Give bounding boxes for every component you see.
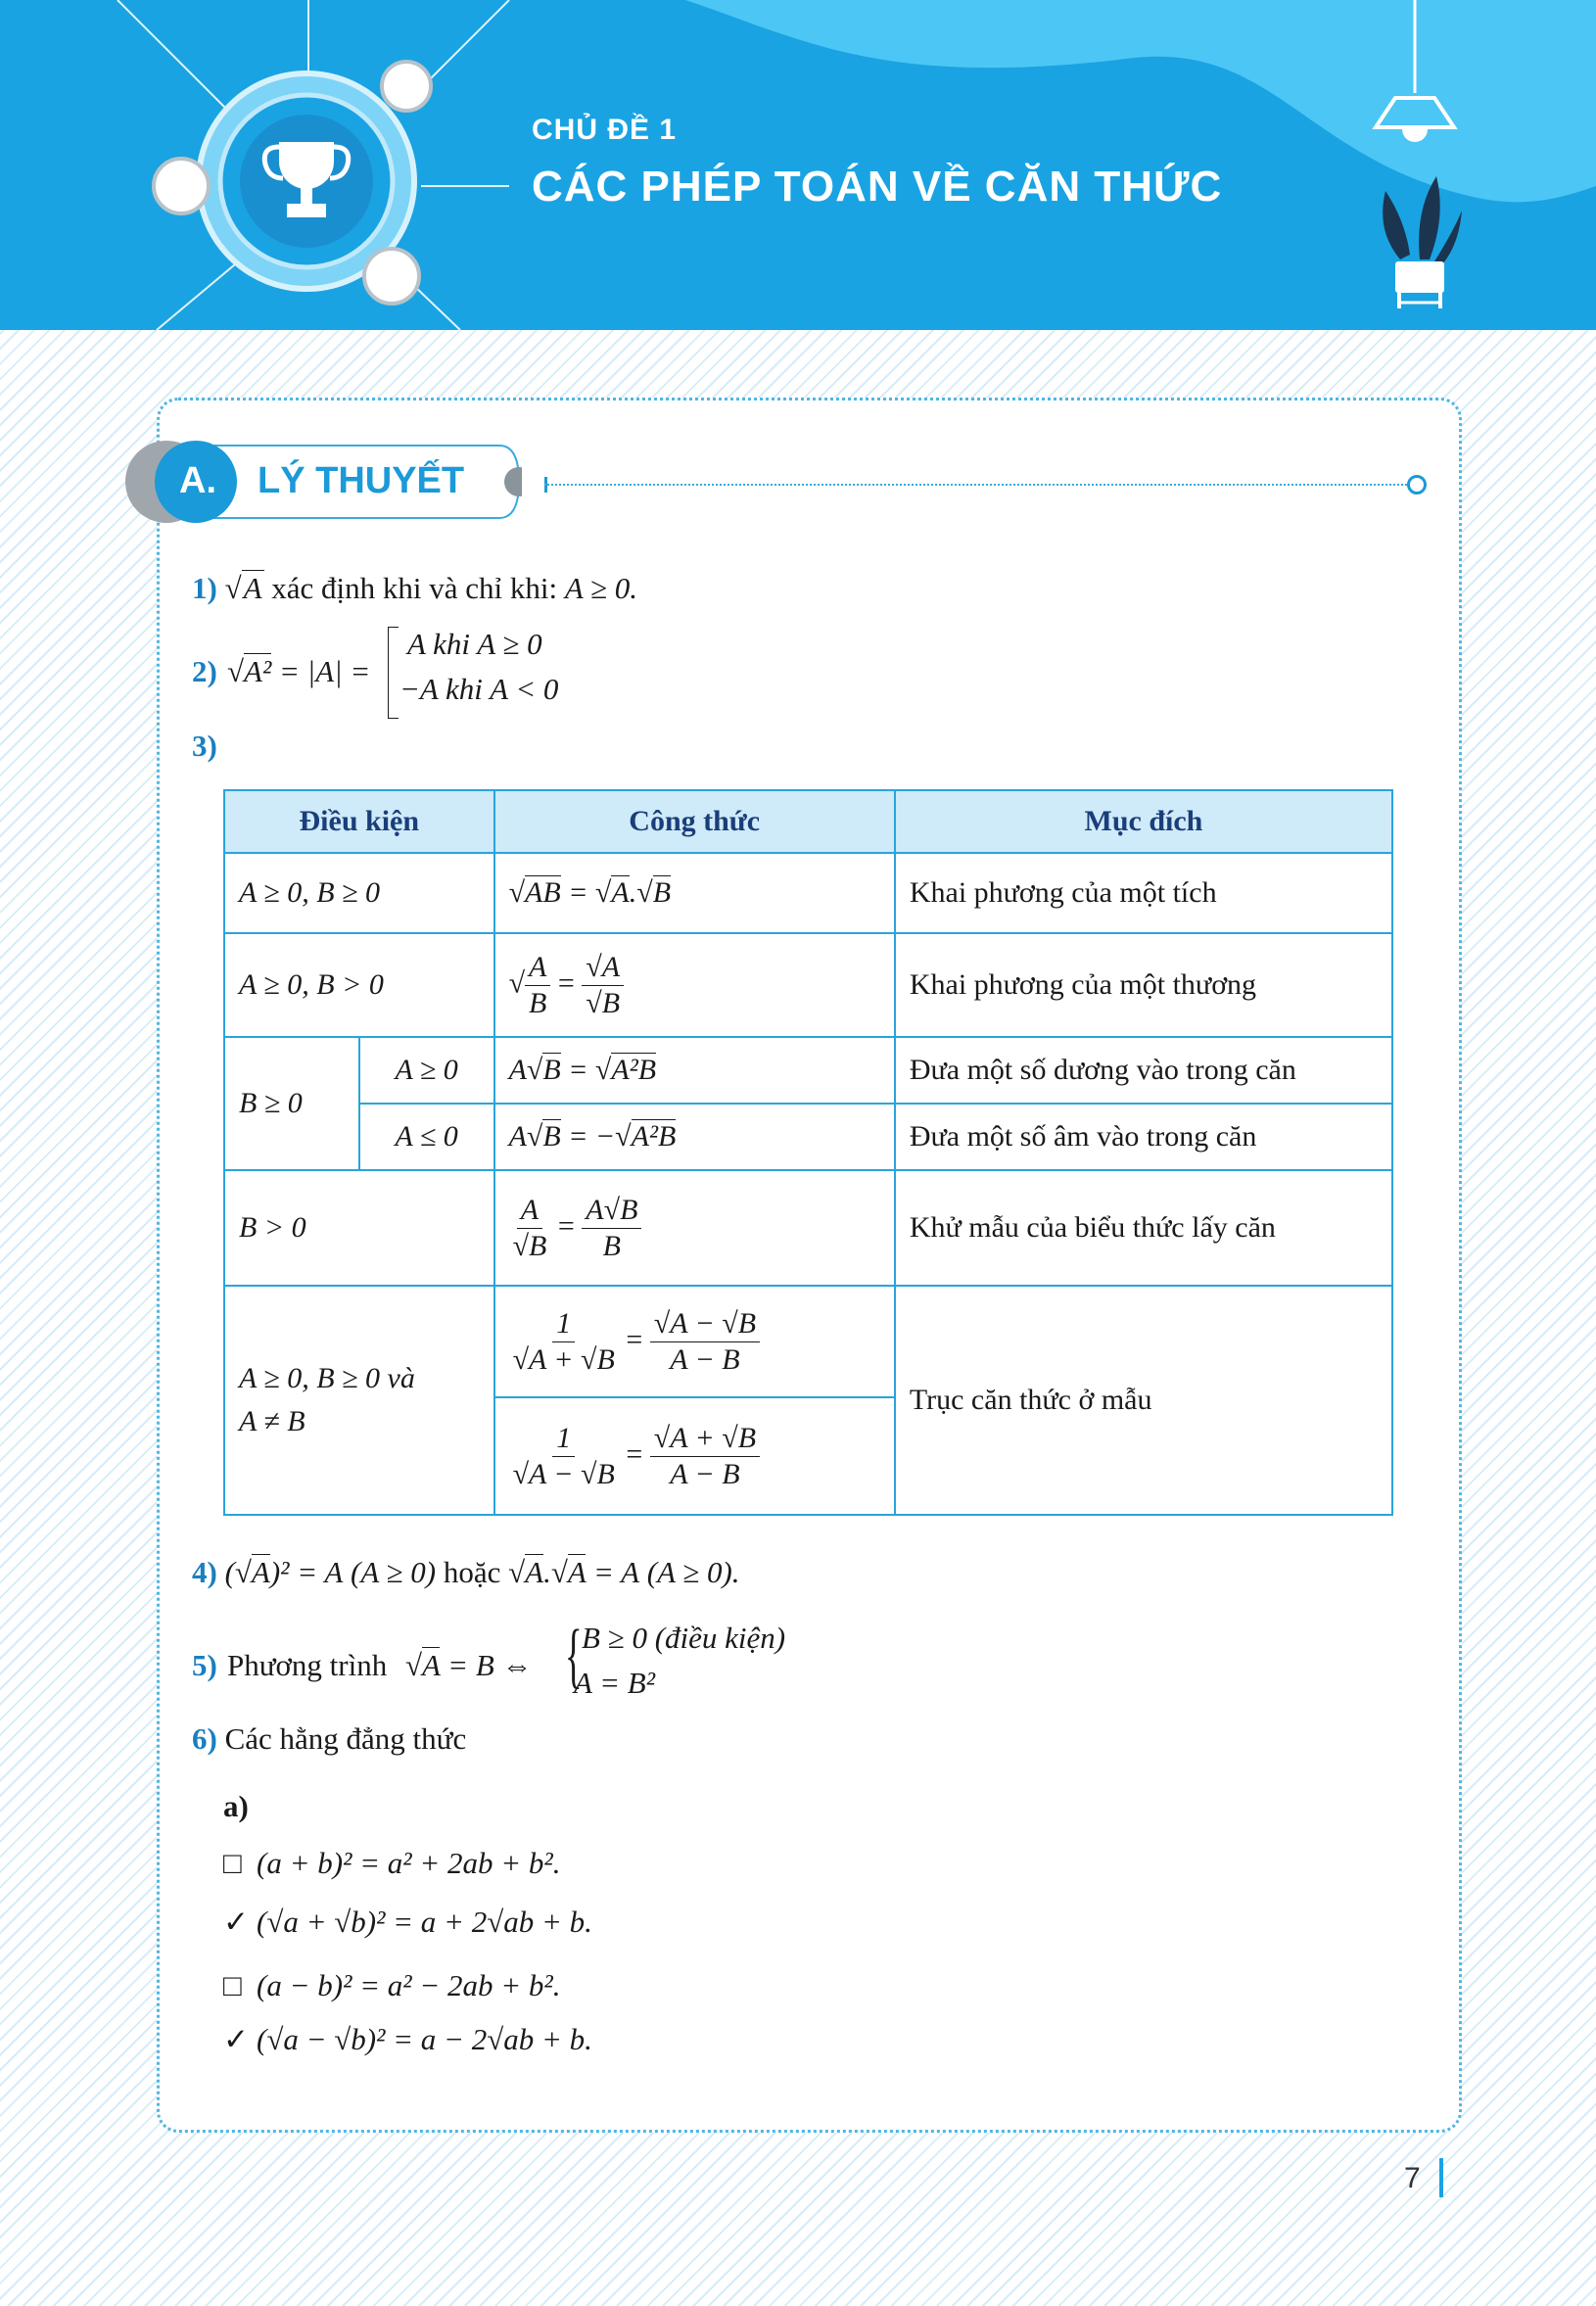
section-letter: A.: [179, 460, 216, 501]
table-header: Điều kiện: [224, 790, 494, 853]
formula-cell: $\frac{1}{√A - √B}$ = $\frac{√A + √B}{A - B}$: [494, 1397, 895, 1515]
section-rule: [544, 484, 1410, 486]
item-2-lhs: √A² = |A| =: [227, 654, 371, 688]
trophy-icon: [147, 49, 441, 323]
item-4-text: hoặc: [443, 1555, 501, 1589]
identity-row: [223, 2022, 592, 2057]
table-header-row: [224, 790, 1392, 853]
table-cell: A ≥ 0, B > 0: [224, 933, 494, 1037]
brace: {: [564, 1616, 583, 1696]
table-cell: Trục căn thức ở mẫu: [895, 1286, 1392, 1515]
table-cell: B ≥ 0: [224, 1037, 359, 1170]
identity-row: [223, 1905, 592, 1940]
table-cell: Đưa một số âm vào trong căn: [895, 1104, 1392, 1170]
table-header: Mục đích: [895, 790, 1392, 853]
item-1-cond: A ≥ 0.: [564, 571, 638, 605]
table-cell: Đưa một số dương vào trong căn: [895, 1037, 1392, 1104]
item-4-cond-1: (A ≥ 0): [351, 1555, 437, 1589]
item-number: 3): [192, 729, 217, 763]
item-5-text: Phương trình: [227, 1648, 388, 1682]
item-3: [192, 729, 217, 764]
item-1-text: xác định khi và chỉ khi:: [263, 571, 565, 605]
checkbox-icon: □: [223, 1968, 242, 2002]
item-number: 6): [192, 1721, 217, 1756]
case-2: −A khi A < 0: [399, 672, 559, 706]
checkbox-icon: □: [223, 1846, 242, 1880]
item-number: 4): [192, 1555, 217, 1589]
chapter-title: CÁC PHÉP TOÁN VỀ CĂN THỨC: [532, 163, 1223, 211]
item-1: [192, 571, 637, 606]
table-row: [224, 1170, 1392, 1286]
chapter-header: [0, 0, 1596, 330]
table-cell: A ≥ 0, B ≥ 0: [224, 853, 494, 933]
formula-cell: $\frac{A}{√B}$ = $\frac{A√B}{B}$: [494, 1170, 895, 1286]
table-row: [224, 853, 1392, 933]
formula-cell: √AB = √A.√B: [494, 853, 895, 933]
item-5-formula: √A = B ⇔: [405, 1648, 533, 1682]
table-row: [224, 1286, 1392, 1397]
identity-text: (a + b)² = a² + 2ab + b².: [257, 1846, 561, 1880]
checkmark-icon: ✓: [223, 2022, 249, 2056]
sqrt-a: √A: [224, 571, 262, 605]
item-6-sub: a): [223, 1789, 249, 1823]
item-6-text: Các hằng đẳng thức: [224, 1721, 467, 1756]
plant-icon: [1376, 171, 1464, 318]
case-2: A = B²: [574, 1666, 656, 1700]
table-cell: A ≤ 0: [359, 1104, 494, 1170]
item-4-formula-2: √A.√A = A: [508, 1555, 640, 1589]
table-header: Công thức: [494, 790, 895, 853]
page-number-bar: [1439, 2158, 1443, 2197]
table-cell: Khử mẫu của biểu thức lấy căn: [895, 1170, 1392, 1286]
section-title: LÝ THUYẾT: [258, 460, 465, 501]
formula-cell: A√B = √A²B: [494, 1037, 895, 1104]
item-number: 1): [192, 571, 217, 605]
identity-row: [223, 1968, 560, 2003]
item-4-cond-2: (A ≥ 0).: [646, 1555, 740, 1589]
item-6: [192, 1721, 466, 1757]
checkmark-icon: ✓: [223, 1905, 249, 1939]
table-cell: [224, 1286, 494, 1515]
chapter-label: CHỦ ĐỀ 1: [532, 114, 678, 146]
item-number: 5): [192, 1648, 217, 1682]
case-1: A khi A ≥ 0: [407, 627, 542, 661]
formula-cell: √ $\frac{A}{B}$ = $\frac{√A}{√B}$: [494, 933, 895, 1037]
table-cell: A ≥ 0: [359, 1037, 494, 1104]
table-cell: Khai phương của một tích: [895, 853, 1392, 933]
identity-text: (√a + √b)² = a + 2√ab + b.: [257, 1905, 592, 1939]
table-row: [224, 933, 1392, 1037]
identity-text: (a − b)² = a² − 2ab + b².: [257, 1968, 561, 2002]
cond-line-1: A ≥ 0, B ≥ 0 và: [239, 1362, 415, 1394]
case-1: B ≥ 0 (điều kiện): [582, 1621, 786, 1655]
identity-text: (√a − √b)² = a − 2√ab + b.: [257, 2022, 592, 2056]
table-cell: B > 0: [224, 1170, 494, 1286]
item-4: [192, 1555, 740, 1590]
formula-cell: $\frac{1}{√A + √B}$ = $\frac{√A - √B}{A - B}$: [494, 1286, 895, 1397]
formula-cell: A√B = −√A²B: [494, 1104, 895, 1170]
table-row: [224, 1037, 1392, 1104]
identity-row: [223, 1846, 560, 1881]
cond-line-2: A ≠ B: [239, 1405, 305, 1437]
table-row: [224, 1104, 1392, 1170]
item-4-formula-1: (√A)² = A: [224, 1555, 344, 1589]
formula-table: [223, 789, 1393, 1516]
page-number: 7: [1404, 2162, 1421, 2194]
item-number: 2): [192, 654, 217, 688]
table-cell: Khai phương của một thương: [895, 933, 1392, 1037]
section-rule-end: [1407, 475, 1427, 494]
bracket: [388, 627, 399, 719]
